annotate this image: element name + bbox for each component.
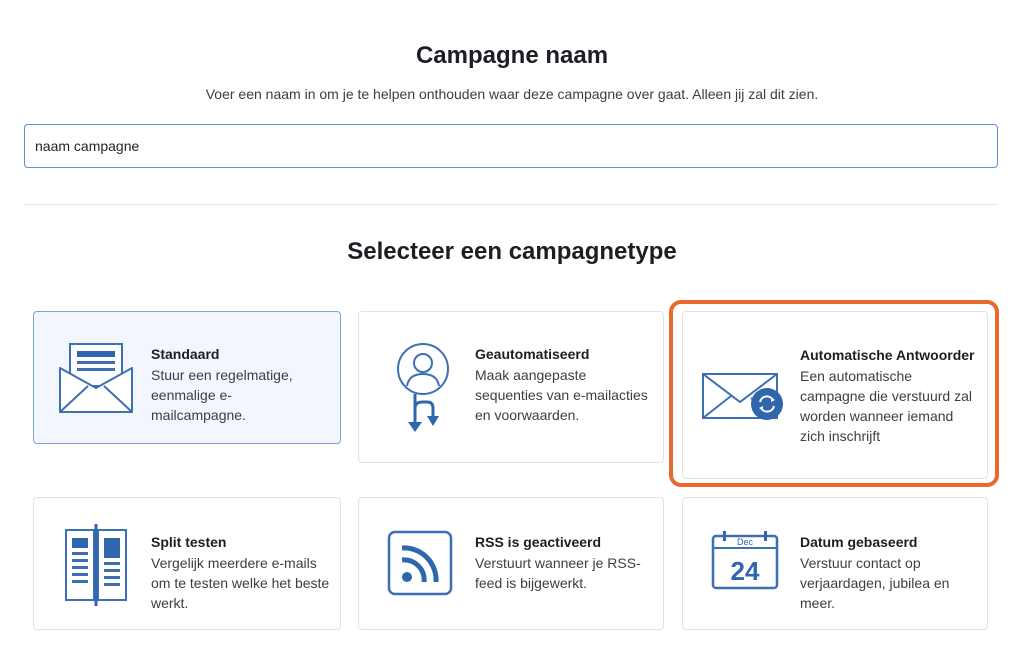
split-test-icon xyxy=(64,522,128,611)
card-description: Een automatische campagne die verstuurd zal worden wanneer iemand zich inschrijft xyxy=(800,368,972,444)
card-title: Geautomatiseerd xyxy=(475,346,590,362)
divider xyxy=(24,204,998,205)
campaign-type-card-geautomatiseerd[interactable] xyxy=(358,311,664,463)
campaign-type-card-standaard[interactable] xyxy=(33,311,341,444)
card-description: Stuur een regelmatige, eenmalige e-mailcampagne. xyxy=(151,367,293,423)
page-subtitle: Voer een naam in om je te helpen onthouden waar deze campagne over gaat. Alleen jij zal dit zien. xyxy=(205,86,819,102)
card-description: Maak aangepaste sequenties van e-mailacties en voorwaarden. xyxy=(475,367,648,423)
card-title: Automatische Antwoorder xyxy=(800,347,975,363)
card-title: Standaard xyxy=(151,346,220,362)
card-title: RSS is geactiveerd xyxy=(475,534,602,550)
campaign-type-card-rss[interactable] xyxy=(358,497,664,630)
card-title: Datum gebaseerd xyxy=(800,534,918,550)
campaign-type-card-datum-gebaseerd[interactable] xyxy=(682,497,988,630)
campaign-type-card-split-testen[interactable] xyxy=(33,497,341,630)
calendar-icon xyxy=(711,530,779,595)
page-title: Campagne naam xyxy=(415,42,609,69)
envelope-letter-icon xyxy=(58,342,134,419)
card-description: Verstuur contact op verjaardagen, jubilea en meer. xyxy=(800,555,950,611)
user-flow-icon xyxy=(393,342,453,441)
campaign-type-card-automatische-antwoorder[interactable] xyxy=(682,311,988,479)
card-description: Vergelijk meerdere e-mails om te testen welke het beste werkt. xyxy=(151,555,330,611)
calendar-day: 24 xyxy=(730,556,760,586)
card-description: Verstuurt wanneer je RSS-feed is bijgewerkt. xyxy=(475,555,641,591)
rss-icon xyxy=(387,530,453,601)
card-title: Split testen xyxy=(151,534,227,550)
calendar-month: Dec xyxy=(736,537,754,547)
envelope-refresh-icon xyxy=(701,370,787,431)
campaign-name-input[interactable] xyxy=(24,124,998,168)
section-title: Selecteer een campagnetype xyxy=(347,238,677,265)
